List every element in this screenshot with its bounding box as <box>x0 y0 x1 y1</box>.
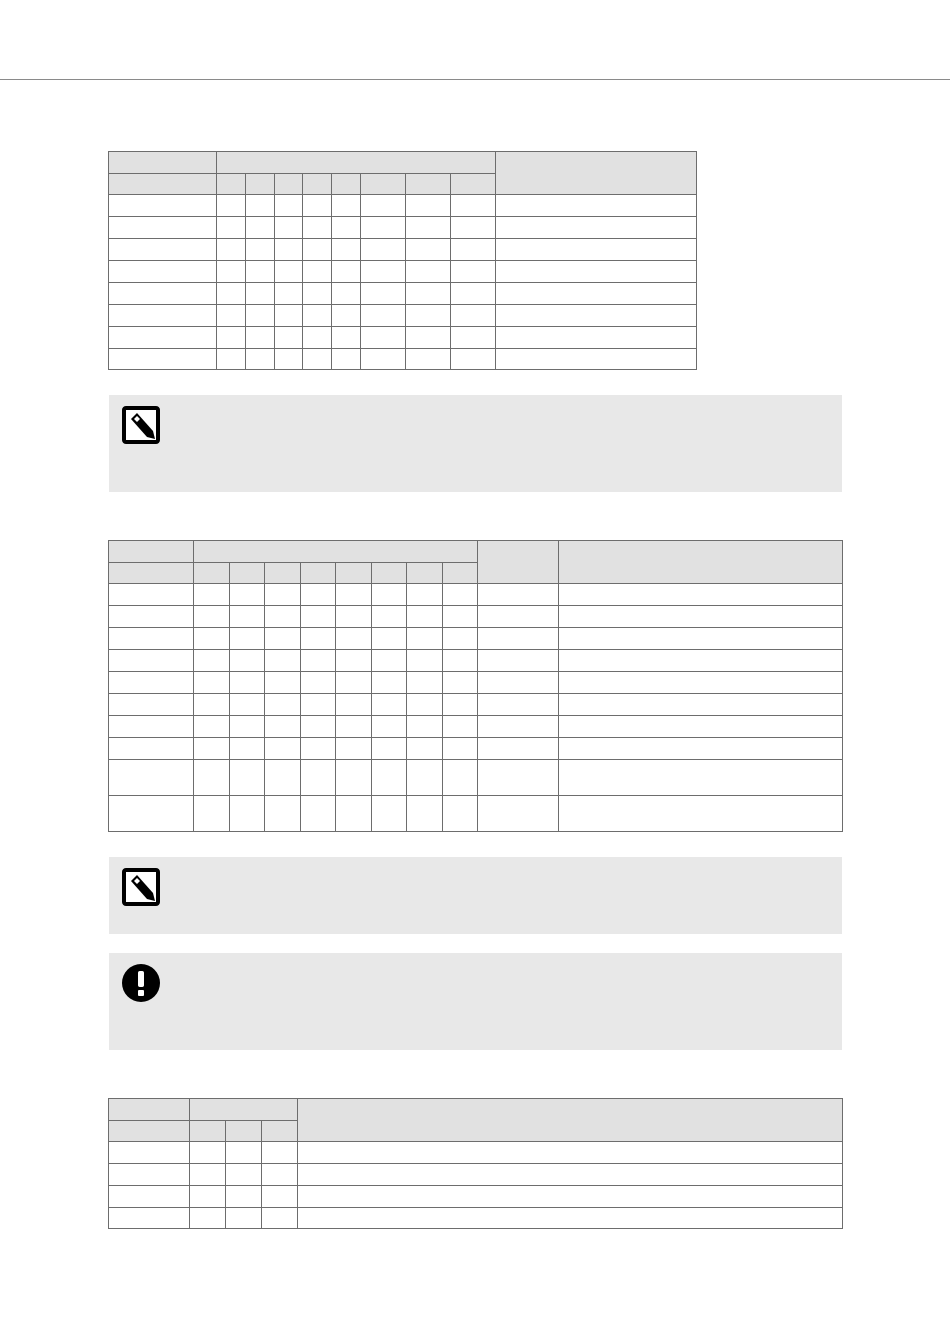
table-cell <box>230 796 265 832</box>
table-cell <box>478 672 559 694</box>
table-cell <box>301 584 336 606</box>
table-cell <box>246 305 275 327</box>
table-cell <box>226 1208 262 1229</box>
table-cell <box>407 650 443 672</box>
header-cell <box>262 1121 298 1142</box>
table-cell <box>407 760 443 796</box>
table-cell <box>246 349 275 370</box>
table-cell <box>406 305 451 327</box>
table-cell <box>332 305 361 327</box>
table-cell <box>301 738 336 760</box>
table-cell <box>109 327 217 349</box>
table-cell <box>303 261 332 283</box>
table-cell <box>496 217 697 239</box>
header-cell <box>332 174 361 195</box>
table-cell <box>262 1164 298 1186</box>
table-cell <box>443 672 478 694</box>
table-cell <box>109 672 194 694</box>
table-row <box>109 1142 843 1164</box>
table-cell <box>194 796 230 832</box>
table-cell <box>109 1186 190 1208</box>
table-cell <box>443 738 478 760</box>
table-cell <box>109 1208 190 1229</box>
table-row <box>109 195 697 217</box>
table-cell <box>332 327 361 349</box>
table-cell <box>559 628 843 650</box>
table-row <box>109 1186 843 1208</box>
table-cell <box>372 628 407 650</box>
table-cell <box>361 261 406 283</box>
table-cell <box>406 239 451 261</box>
table-cell <box>451 305 496 327</box>
header-cell <box>109 563 194 584</box>
table-cell <box>301 628 336 650</box>
table-cell <box>372 738 407 760</box>
table-cell <box>496 349 697 370</box>
table-cell <box>230 606 265 628</box>
table-cell <box>109 261 217 283</box>
table-cell <box>559 796 843 832</box>
table-cell <box>109 716 194 738</box>
table-cell <box>275 239 303 261</box>
table-cell <box>336 650 372 672</box>
table-cell <box>443 716 478 738</box>
table-row <box>109 327 697 349</box>
table-cell <box>559 650 843 672</box>
table-cell <box>217 261 246 283</box>
header-cell <box>109 541 194 563</box>
table-cell <box>194 650 230 672</box>
table-cell <box>336 738 372 760</box>
table-cell <box>190 1186 226 1208</box>
table-cell <box>194 584 230 606</box>
table-cell <box>217 217 246 239</box>
header-cell <box>451 174 496 195</box>
table-cell <box>372 584 407 606</box>
table-cell <box>559 672 843 694</box>
header-cell <box>275 174 303 195</box>
table-cell <box>336 584 372 606</box>
table-cell <box>451 349 496 370</box>
table-cell <box>443 606 478 628</box>
table-cell <box>298 1208 843 1229</box>
table-cell <box>361 283 406 305</box>
table-cell <box>303 349 332 370</box>
table-cell <box>336 606 372 628</box>
table-cell <box>372 672 407 694</box>
header-cell <box>478 541 559 584</box>
table-cell <box>301 716 336 738</box>
table-cell <box>265 650 301 672</box>
note-pencil-icon <box>121 405 161 445</box>
note-pencil-icon <box>121 867 161 907</box>
table-cell <box>275 261 303 283</box>
table-cell <box>262 1186 298 1208</box>
header-cell <box>336 563 372 584</box>
table-cell <box>194 738 230 760</box>
header-cell <box>406 174 451 195</box>
table-cell <box>265 738 301 760</box>
table-cell <box>496 327 697 349</box>
page-header-rule <box>0 79 950 80</box>
table-cell <box>361 305 406 327</box>
table-row <box>109 796 843 832</box>
table-cell <box>407 738 443 760</box>
table-cell <box>496 195 697 217</box>
table-cell <box>303 327 332 349</box>
table-cell <box>265 606 301 628</box>
table-cell <box>194 760 230 796</box>
table-cell <box>230 650 265 672</box>
table-cell <box>301 760 336 796</box>
header-cell <box>361 174 406 195</box>
table-cell <box>478 716 559 738</box>
table-cell <box>246 327 275 349</box>
table-cell <box>303 217 332 239</box>
table-cell <box>451 327 496 349</box>
table-cell <box>478 796 559 832</box>
table-cell <box>262 1208 298 1229</box>
table-cell <box>109 195 217 217</box>
table-row <box>109 650 843 672</box>
table-cell <box>496 239 697 261</box>
table-cell <box>332 349 361 370</box>
table-cell <box>406 349 451 370</box>
table-cell <box>230 694 265 716</box>
table-cell <box>109 1142 190 1164</box>
header-cell <box>301 563 336 584</box>
table-cell <box>109 650 194 672</box>
table-cell <box>265 672 301 694</box>
table-cell <box>336 716 372 738</box>
table-cell <box>406 283 451 305</box>
table-cell <box>298 1186 843 1208</box>
table-cell <box>443 694 478 716</box>
table-row <box>109 694 843 716</box>
table-cell <box>407 584 443 606</box>
table-cell <box>303 305 332 327</box>
table-row <box>109 1208 843 1229</box>
table-cell <box>109 694 194 716</box>
table-cell <box>372 606 407 628</box>
table-cell <box>478 606 559 628</box>
table-row <box>109 349 697 370</box>
table-cell <box>230 628 265 650</box>
table-cell <box>361 217 406 239</box>
table-cell <box>265 760 301 796</box>
table-cell <box>451 261 496 283</box>
header-description-cell <box>496 152 697 195</box>
table-cell <box>301 606 336 628</box>
table-cell <box>230 738 265 760</box>
table-cell <box>443 760 478 796</box>
table-cell <box>301 796 336 832</box>
table-cell <box>265 796 301 832</box>
table-cell <box>406 195 451 217</box>
header-cell <box>407 563 443 584</box>
table-row <box>109 716 843 738</box>
table-cell <box>336 760 372 796</box>
table-cell <box>361 349 406 370</box>
table-cell <box>246 283 275 305</box>
table-cell <box>407 796 443 832</box>
header-cell <box>109 1121 190 1142</box>
table-cell <box>190 1208 226 1229</box>
header-cell <box>226 1121 262 1142</box>
table-cell <box>478 628 559 650</box>
table-cell <box>109 606 194 628</box>
table-cell <box>332 217 361 239</box>
table-cell <box>226 1142 262 1164</box>
header-group-cell <box>217 152 496 174</box>
table-cell <box>217 327 246 349</box>
table-cell <box>451 217 496 239</box>
table-row <box>109 283 697 305</box>
table-row <box>109 628 843 650</box>
table-cell <box>478 694 559 716</box>
table-cell <box>361 239 406 261</box>
table-cell <box>478 760 559 796</box>
note-callout-2 <box>109 857 842 934</box>
table-cell <box>265 716 301 738</box>
table-cell <box>109 283 217 305</box>
table-cell <box>336 694 372 716</box>
header-cell <box>190 1121 226 1142</box>
table-cell <box>109 584 194 606</box>
table-cell <box>407 716 443 738</box>
table-cell <box>451 195 496 217</box>
table-cell <box>194 716 230 738</box>
table-cell <box>301 672 336 694</box>
table-cell <box>275 305 303 327</box>
table-cell <box>109 628 194 650</box>
header-cell <box>372 563 407 584</box>
spec-table-2 <box>108 540 843 832</box>
table-cell <box>109 305 217 327</box>
table-cell <box>230 716 265 738</box>
table-cell <box>361 327 406 349</box>
table-cell <box>275 327 303 349</box>
table-row <box>109 239 697 261</box>
table-cell <box>226 1186 262 1208</box>
table-cell <box>559 694 843 716</box>
header-group-cell <box>194 541 478 563</box>
header-cell <box>443 563 478 584</box>
table-cell <box>298 1142 843 1164</box>
spec-table-1 <box>108 151 697 370</box>
header-cell <box>265 563 301 584</box>
header-cell <box>194 563 230 584</box>
warning-callout <box>109 953 842 1050</box>
table-cell <box>246 217 275 239</box>
table-cell <box>559 716 843 738</box>
table-cell <box>407 672 443 694</box>
table-cell <box>407 694 443 716</box>
table-cell <box>194 694 230 716</box>
table-cell <box>246 239 275 261</box>
table-row <box>109 1164 843 1186</box>
table-cell <box>372 760 407 796</box>
table-cell <box>407 606 443 628</box>
table-cell <box>406 261 451 283</box>
table-cell <box>265 694 301 716</box>
table-cell <box>246 195 275 217</box>
table-cell <box>559 584 843 606</box>
table-cell <box>372 694 407 716</box>
table-cell <box>303 283 332 305</box>
table-cell <box>332 283 361 305</box>
table-cell <box>109 217 217 239</box>
table-row <box>109 738 843 760</box>
table-cell <box>336 628 372 650</box>
table-cell <box>109 796 194 832</box>
table-cell <box>559 760 843 796</box>
note-callout-1 <box>109 395 842 492</box>
table-cell <box>303 239 332 261</box>
table-cell <box>406 217 451 239</box>
table-cell <box>217 349 246 370</box>
table-row <box>109 672 843 694</box>
table-cell <box>217 283 246 305</box>
table-cell <box>262 1142 298 1164</box>
table-cell <box>190 1142 226 1164</box>
header-cell <box>230 563 265 584</box>
table-cell <box>478 650 559 672</box>
header-group-cell <box>190 1099 298 1121</box>
table-cell <box>407 628 443 650</box>
table-cell <box>275 349 303 370</box>
table-cell <box>361 195 406 217</box>
table-cell <box>478 738 559 760</box>
table-cell <box>332 195 361 217</box>
table-cell <box>265 584 301 606</box>
table-cell <box>194 672 230 694</box>
header-cell <box>109 1099 190 1121</box>
table-cell <box>372 796 407 832</box>
table-cell <box>275 217 303 239</box>
table-cell <box>303 195 332 217</box>
table-cell <box>275 195 303 217</box>
table-cell <box>217 195 246 217</box>
table-cell <box>559 738 843 760</box>
exclamation-icon <box>121 963 161 1003</box>
table-cell <box>217 239 246 261</box>
header-cell <box>246 174 275 195</box>
table-cell <box>275 283 303 305</box>
table-row <box>109 217 697 239</box>
table-cell <box>332 239 361 261</box>
table-cell <box>443 584 478 606</box>
spec-table-3 <box>108 1098 843 1229</box>
table-cell <box>336 796 372 832</box>
table-cell <box>265 628 301 650</box>
table-row <box>109 584 843 606</box>
table-cell <box>298 1164 843 1186</box>
table-cell <box>443 650 478 672</box>
table-cell <box>301 650 336 672</box>
table-cell <box>559 606 843 628</box>
table-cell <box>496 305 697 327</box>
table-cell <box>230 584 265 606</box>
header-cell <box>217 174 246 195</box>
table-cell <box>109 1164 190 1186</box>
table-cell <box>230 760 265 796</box>
table-cell <box>109 239 217 261</box>
table-cell <box>451 283 496 305</box>
table-cell <box>478 584 559 606</box>
table-cell <box>226 1164 262 1186</box>
header-description-cell <box>298 1099 843 1142</box>
table-cell <box>194 628 230 650</box>
table-cell <box>332 261 361 283</box>
header-cell <box>109 174 217 195</box>
table-cell <box>109 760 194 796</box>
table-cell <box>217 305 246 327</box>
table-cell <box>301 694 336 716</box>
table-cell <box>496 261 697 283</box>
table-cell <box>443 628 478 650</box>
header-description-cell <box>559 541 843 584</box>
table-cell <box>194 606 230 628</box>
table-cell <box>230 672 265 694</box>
table-cell <box>451 239 496 261</box>
table-cell <box>443 796 478 832</box>
table-cell <box>372 650 407 672</box>
table-cell <box>190 1164 226 1186</box>
table-row <box>109 261 697 283</box>
table-cell <box>246 261 275 283</box>
table-row <box>109 606 843 628</box>
header-cell <box>303 174 332 195</box>
table-cell <box>109 738 194 760</box>
table-row <box>109 305 697 327</box>
table-cell <box>406 327 451 349</box>
table-row <box>109 760 843 796</box>
table-cell <box>336 672 372 694</box>
header-cell <box>109 152 217 174</box>
table-cell <box>372 716 407 738</box>
table-cell <box>496 283 697 305</box>
table-cell <box>109 349 217 370</box>
